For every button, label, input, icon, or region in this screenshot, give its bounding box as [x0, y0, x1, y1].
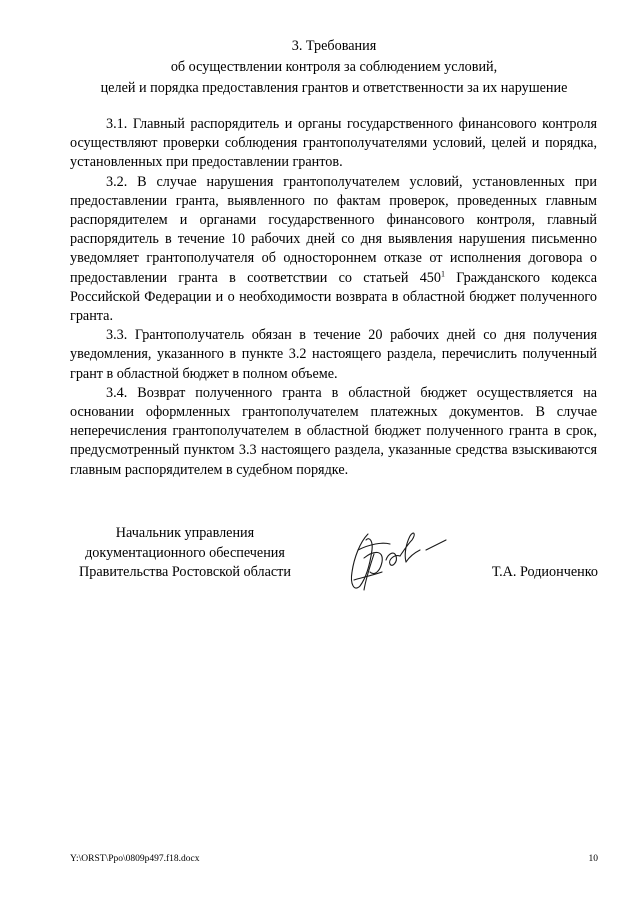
- paragraph-3-2-tail: Гражданского кодекса Российской Федерации и о необходимости возврата в областной бюджет полученного гранта.: [70, 269, 597, 325]
- section-subtitle-line-2: целей и порядка предоставления грантов и ответственности за их нарушение: [100, 80, 568, 96]
- footer-file-path: Y:\ORST\Ppo\0809p497.f18.docx: [70, 854, 200, 864]
- paragraph-3-4: 3.4. Возврат полученного гранта в областной бюджет осуществляется на основании оформленных грантополучателем платежных документов. В случае неперечисления грантополучателем в областной бюджет полученного гранта в срок, предусмотренный пунктом 3.3 настоящего раздела, указанные средства взыскиваются главным распорядителем в судебном порядке.: [70, 384, 597, 478]
- signatory-position: [70, 524, 300, 583]
- paragraph-3-2: [70, 173, 597, 327]
- paragraph-3-2-main: 3.2. В случае нарушения грантополучателем условий, установленных при предоставлении гранта, выявленного по фактам проверок, проведенных главным распорядителем и органами государственного финансового контроля, главный распорядитель в течение 10 рабочих дней со дня выявления нарушения письменно уведомляет грантополучателя об одностороннем отказе от исполнения договора о предоставлении гранта в соответствии со статьей 450: [70, 173, 597, 286]
- paragraph-3-3: 3.3. Грантополучатель обязан в течение 20 рабочих дней со дня получения уведомления, указанного в пункте 3.2 настоящего раздела, перечислить полученный грант в областной бюджет в полном объеме.: [70, 327, 597, 382]
- paragraph-3-1: 3.1. Главный распорядитель и органы государственного финансового контроля осуществляют проверки соблюдения грантополучателями условий, целей и порядка, установленных при предоставлении грантов.: [70, 116, 597, 171]
- position-line-2: документационного обеспечения: [85, 544, 285, 561]
- body-text: [70, 115, 597, 480]
- page-number: 10: [588, 854, 598, 864]
- handwritten-signature: [330, 520, 460, 600]
- position-line-3: Правительства Ростовской области: [79, 564, 291, 580]
- article-superscript: 1: [441, 268, 445, 278]
- position-line-1: Начальник управления: [115, 525, 255, 541]
- section-title: 3. Требования: [291, 38, 377, 54]
- signatory-name: Т.А. Родионченко: [491, 564, 598, 580]
- section-subtitle-line-1: об осуществлении контроля за соблюдением условий,: [170, 59, 498, 75]
